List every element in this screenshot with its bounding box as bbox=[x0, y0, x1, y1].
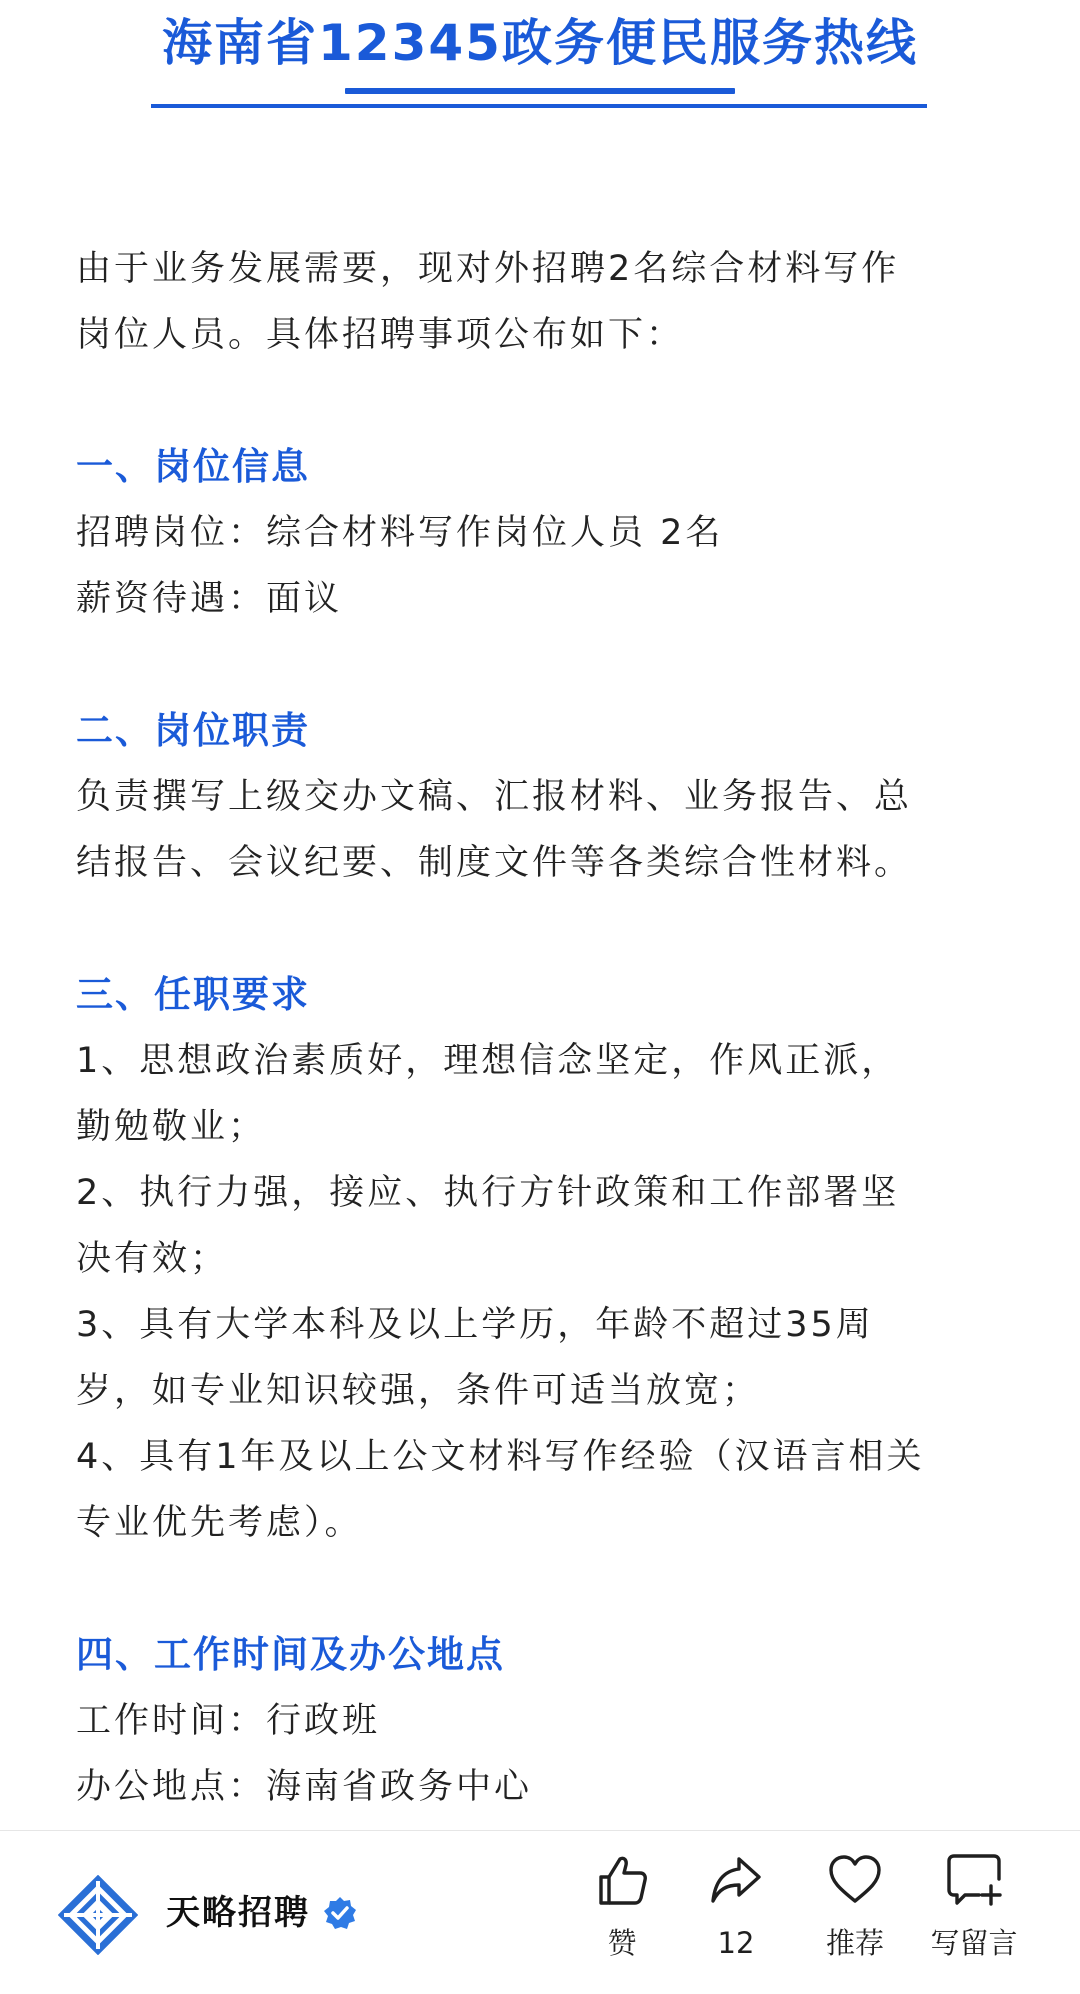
section-heading-position-info: 一、岗位信息 bbox=[76, 445, 310, 488]
recommend-button[interactable] bbox=[800, 1851, 910, 1981]
section-line: 3、具有大学本科及以上学历，年龄不超过35周 bbox=[76, 1305, 874, 1345]
like-button[interactable] bbox=[567, 1851, 677, 1981]
section-line: 2、执行力强，接应、执行方针政策和工作部署坚 bbox=[76, 1173, 900, 1213]
share-button[interactable] bbox=[681, 1851, 791, 1981]
section-line: 岁，如专业知识较强，条件可适当放宽； bbox=[76, 1371, 761, 1411]
intro-line-1: 由于业务发展需要，现对外招聘2名综合材料写作 bbox=[76, 249, 900, 289]
section-line: 决有效； bbox=[76, 1239, 229, 1279]
section-line: 1、思想政治素质好，理想信念坚定，作风正派， bbox=[76, 1041, 900, 1081]
like-label: 赞 bbox=[607, 1926, 637, 1960]
banner-underline-short bbox=[345, 88, 735, 94]
article-content bbox=[76, 236, 1016, 1820]
banner-underline-long bbox=[151, 104, 927, 108]
title-banner bbox=[0, 0, 1080, 120]
share-count: 12 bbox=[717, 1926, 755, 1960]
section-line: 薪资待遇：面议 bbox=[76, 579, 343, 619]
intro-line-2: 岗位人员。具体招聘事项公布如下： bbox=[76, 315, 685, 355]
share-arrow-icon bbox=[707, 1851, 765, 1909]
bottom-action-bar bbox=[0, 1830, 1080, 1994]
recommend-label: 推荐 bbox=[825, 1926, 884, 1960]
diamond-logo-icon bbox=[58, 1875, 138, 1955]
account-name[interactable]: 天略招聘 bbox=[166, 1893, 310, 1933]
banner-title: 海南省12345政务便民服务热线 bbox=[162, 14, 918, 72]
section-heading-work-time-location: 四、工作时间及办公地点 bbox=[76, 1633, 505, 1676]
section-line: 勤勉敬业； bbox=[76, 1107, 267, 1147]
section-line: 负责撰写上级交办文稿、汇报材料、业务报告、总 bbox=[76, 777, 913, 817]
section-line: 专业优先考虑）。 bbox=[76, 1503, 363, 1543]
comment-label: 写留言 bbox=[930, 1926, 1018, 1960]
write-comment-button[interactable] bbox=[919, 1851, 1029, 1981]
comment-add-icon bbox=[945, 1851, 1003, 1909]
thumbs-up-icon bbox=[593, 1851, 651, 1909]
section-heading-duties: 二、岗位职责 bbox=[76, 709, 310, 752]
section-line: 工作时间：行政班 bbox=[76, 1701, 381, 1741]
verified-badge-icon bbox=[322, 1895, 358, 1931]
account-logo-icon[interactable] bbox=[58, 1875, 138, 1955]
heart-icon bbox=[826, 1851, 884, 1909]
section-heading-requirements: 三、任职要求 bbox=[76, 973, 310, 1016]
section-line: 招聘岗位：综合材料写作岗位人员 2名 bbox=[76, 513, 724, 553]
section-line: 办公地点：海南省政务中心 bbox=[76, 1767, 533, 1807]
section-line: 4、具有1年及以上公文材料写作经验（汉语言相关 bbox=[76, 1437, 925, 1477]
section-line: 结报告、会议纪要、制度文件等各类综合性材料。 bbox=[76, 843, 913, 883]
